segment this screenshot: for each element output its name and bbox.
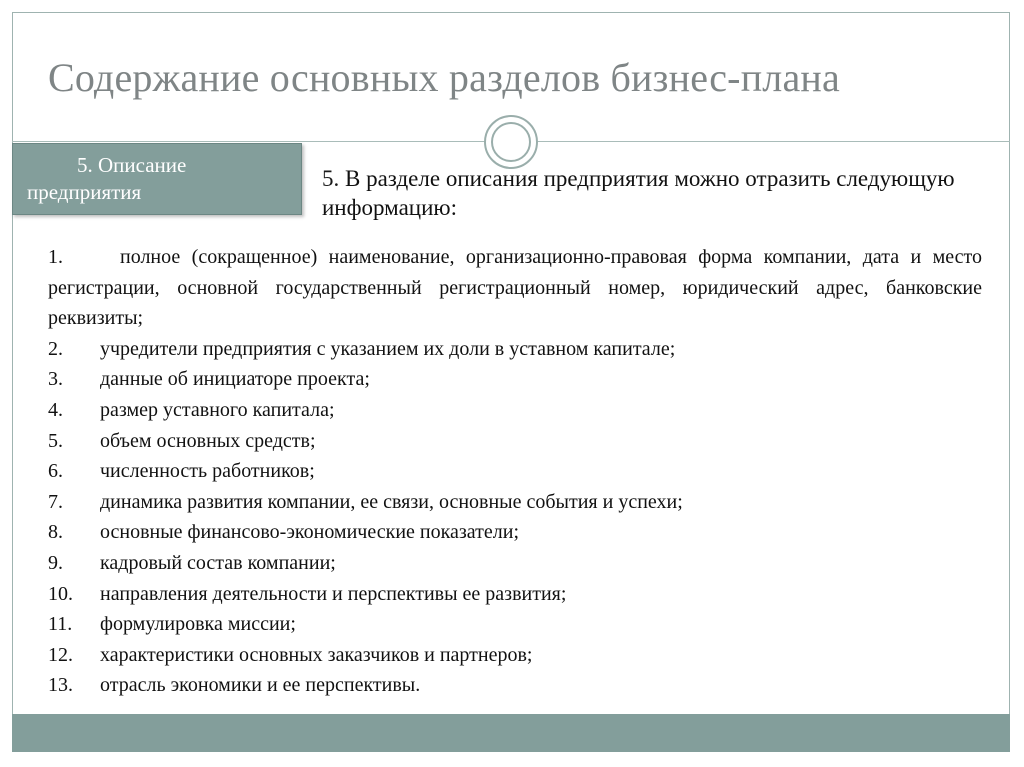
footer-bar <box>12 714 1010 752</box>
section-tab-line2: предприятия <box>27 180 142 204</box>
list-item-number: 3. <box>48 368 63 391</box>
list-item-number: 10. <box>48 582 73 605</box>
list-item-number: 13. <box>48 674 73 697</box>
list-item <box>48 426 982 457</box>
list-item <box>48 395 982 426</box>
intro-text: В разделе описания предприятия можно отразить следующую информацию: <box>322 166 955 220</box>
circle-ornament-inner <box>491 122 531 162</box>
list-item <box>48 517 982 548</box>
circle-ornament-icon <box>484 115 538 169</box>
section-tab-text <box>27 152 297 206</box>
section-tab <box>12 143 302 215</box>
intro-paragraph <box>322 164 1002 222</box>
list-item <box>48 334 982 365</box>
list-item-text: направления деятельности и перспективы ее развития; <box>100 582 567 605</box>
info-list <box>48 242 987 701</box>
section-tab-line1: 5. Описание <box>77 153 187 177</box>
list-item-text: учредители предприятия с указанием их доли в уставном капитале; <box>100 337 676 360</box>
list-item-number: 7. <box>48 490 63 513</box>
list-item <box>48 456 982 487</box>
list-item-text: кадровый состав компании; <box>100 551 336 574</box>
list-item <box>48 670 982 701</box>
list-item-number: 6. <box>48 460 63 483</box>
list-item <box>48 640 982 671</box>
list-item-text: характеристики основных заказчиков и партнеров; <box>100 643 533 666</box>
list-item <box>48 242 987 334</box>
slide-title: Содержание основных разделов бизнес-плана <box>48 55 840 100</box>
list-item-number: 9. <box>48 551 63 574</box>
list-item-number: 11. <box>48 613 73 636</box>
list-item <box>48 548 982 579</box>
list-item-text: объем основных средств; <box>100 429 316 452</box>
list-item <box>48 609 982 640</box>
list-item-text: основные финансово-экономические показатели; <box>100 521 520 544</box>
list-item-text: численность работников; <box>100 460 315 483</box>
list-item-text: формулировка миссии; <box>100 613 296 636</box>
list-item-text: динамика развития компании, ее связи, основные события и успехи; <box>100 490 683 513</box>
intro-number: 5. <box>322 166 340 191</box>
list-item-number: 8. <box>48 521 63 544</box>
list-item <box>48 364 982 395</box>
list-item-text: размер уставного капитала; <box>100 398 335 421</box>
list-item-number: 5. <box>48 429 63 452</box>
list-item-number: 2. <box>48 337 63 360</box>
list-item-number: 12. <box>48 643 73 666</box>
list-item <box>48 487 982 518</box>
list-item-text: 1. полное (сокращенное) наименование, организационно-правовая форма компании, дата и место регистрации, основной государственный регистрационный номер, юридический адрес, банковские реквизиты; <box>48 246 987 330</box>
list-item-number: 4. <box>48 398 63 421</box>
list-item <box>48 579 982 610</box>
list-item-text: отрасль экономики и ее перспективы. <box>100 674 421 697</box>
list-item-text: данные об инициаторе проекта; <box>100 368 370 391</box>
